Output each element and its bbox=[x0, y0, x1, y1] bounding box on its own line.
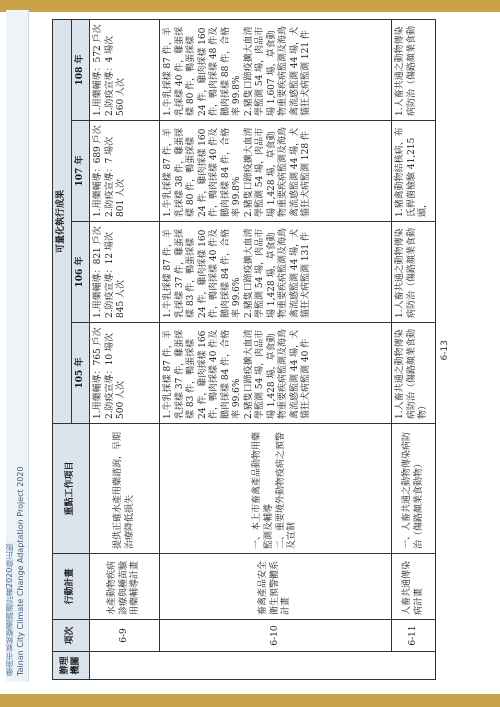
result-108-cell: 1.人畜共通之動物傳染病防治（傷路顏業食動 bbox=[392, 19, 436, 120]
result-line: 2.防疫宣導：7 場次 801 人次 bbox=[104, 136, 127, 217]
page-number: 6-13 bbox=[440, 340, 450, 361]
header-band bbox=[0, 0, 500, 12]
result-line: 2.防疫宣導：12 場次 845 人次 bbox=[104, 232, 127, 318]
footer-band bbox=[0, 694, 500, 707]
adaptation-results-table bbox=[52, 19, 436, 680]
result-line: 2.豬隻口蹄疫擴大血清學監測 54 場，肉品市場 1,428 場，草食動物重要疾病監測及海鳥禽流感監測 44 場，犬貓狂犬病監測 131 件 bbox=[243, 227, 312, 318]
result-line: 1.用藥輔導：821 戶次 bbox=[93, 226, 104, 318]
side-banner-title-zh: 臺南市氣候變遷調適計畫2020修正版 bbox=[5, 543, 14, 676]
result-line: 1.用藥輔導：572 戶次 bbox=[93, 24, 104, 116]
result-105-cell bbox=[90, 323, 160, 424]
result-105-cell bbox=[160, 323, 392, 424]
result-line: 2.防疫宣導：4 場次 560 人次 bbox=[104, 35, 127, 116]
result-107-cell bbox=[90, 121, 160, 222]
rotated-table-wrapper bbox=[52, 20, 436, 680]
plan-cell: 畜禽產品安全衛生預警體系計畫 bbox=[160, 554, 392, 620]
side-banner-text bbox=[4, 16, 30, 676]
result-line: 1.牛乳採樣 87 件，羊乳採樣 38 件，雞蛋採樣 80 件，鴨蛋採樣 24 件，雞肉採樣 160 件，鴨肉採樣 40 件及鵝肉採樣 84 件，合格率 99.8% bbox=[163, 127, 243, 217]
work-cell: 一、人畜共通之動物傳染病防治（傷路顏業食動物） bbox=[392, 424, 436, 554]
header-item: 項次 bbox=[53, 620, 90, 652]
result-108-cell bbox=[160, 19, 392, 120]
result-line: 1.用藥輔導：765 戶次 bbox=[93, 327, 104, 419]
result-line: 1.用藥輔導：689 戶次 bbox=[93, 125, 104, 217]
item-cell: 6-11 bbox=[392, 620, 436, 652]
header-year-106: 106 年 bbox=[71, 222, 90, 323]
result-106-cell: 1.人畜共通之動物傳染病防治（傷路顏業食動 bbox=[392, 222, 436, 323]
result-line: 2.豬隻口蹄疫擴大血清學監測 54 場，肉品市場 1,607 場，草食動物重要疾病監測及海鳥禽流感監測 44 場，犬貓狂犬病監測 121 件 bbox=[243, 25, 312, 116]
result-line: 2.防疫宣導：10 場次 500 人次 bbox=[104, 333, 127, 419]
side-banner-title-en: Tainan City Climate Change Adaptation Project 2020 bbox=[16, 466, 25, 676]
work-line: 一、本上市畜禽產品動物用藥監測及輔導 bbox=[252, 431, 274, 549]
result-line: 1.牛乳採樣 87 件，羊乳採樣 37 件，雞蛋採樣 83 件，鴨蛋採樣 24 件，雞肉採樣 160 件，鴨肉採樣 40 件及鵝肉採樣 84 件，合格率 99.6% bbox=[163, 228, 243, 318]
work-cell: 提供正確水產用藥諮詢，早期治療降低損失 bbox=[90, 424, 160, 554]
header-year-107: 107 年 bbox=[71, 121, 90, 222]
header-agency: 辦理機關 bbox=[53, 652, 90, 680]
header-plan: 行動計畫 bbox=[53, 554, 90, 620]
item-cell: 6-10 bbox=[160, 620, 392, 652]
plan-cell: 人畜共通傳染病計畫 bbox=[392, 554, 436, 620]
plan-cell: 水產動物疾病診療與種苗驗用藥輔導計畫 bbox=[90, 554, 160, 620]
side-banner bbox=[0, 0, 36, 694]
result-line: 1.牛乳採樣 87 件，羊乳採樣 37 件，雞蛋採樣 83 件，鴨蛋採樣 24 件，雞肉採樣 166 件，鴨肉採樣 40 件及鵝肉採樣 84 件，合格率 99.6% bbox=[163, 329, 243, 419]
work-cell bbox=[160, 424, 392, 554]
result-107-cell: 1.豬禽動物結核病、布氏桿菌檢驗 41,215 頭， bbox=[392, 121, 436, 222]
result-106-cell bbox=[160, 222, 392, 323]
header-work: 重點工作項目 bbox=[53, 424, 90, 554]
table-row bbox=[90, 19, 160, 679]
result-106-cell bbox=[90, 222, 160, 323]
result-105-cell: 1.人畜共通之動物傳染病防治（傷路顏業食動物） bbox=[392, 323, 436, 424]
result-line: 2.豬隻口蹄疫擴大血清學監測 54 場，肉品市場 1,428 場，草食動物重要疾病監測及海鳥禽流感監測 44 場，犬貓狂犬病監測 128 件 bbox=[243, 126, 312, 217]
table-row bbox=[160, 19, 392, 679]
result-108-cell bbox=[90, 19, 160, 120]
header-quantifiable-results: 可量化執行成果 bbox=[53, 19, 72, 423]
work-line: 二、重要境外動物疫病之預警及宣制 bbox=[275, 431, 298, 549]
header-year-105: 105 年 bbox=[71, 323, 90, 424]
result-107-cell bbox=[160, 121, 392, 222]
agency-cell bbox=[90, 652, 436, 680]
result-line: 2.豬隻口蹄疫擴大血清學監測 54 場，肉品市場 1,428 場，草食動物重要疾病監測及海鳥禽流感監測 44 場，犬貓狂犬病監測 40 件 bbox=[243, 328, 312, 419]
header-year-108: 108 年 bbox=[71, 19, 90, 120]
item-cell: 6-9 bbox=[90, 620, 160, 652]
result-line: 1.牛乳採樣 87 件，羊乳採樣 40 件，雞蛋採樣 80 件，鴨蛋採樣 24 件，雞肉採樣 160 件，鴨肉採樣 48 件及鵝肉採樣 88 件，合格率 99.8% bbox=[163, 26, 243, 116]
table-row bbox=[392, 19, 436, 679]
